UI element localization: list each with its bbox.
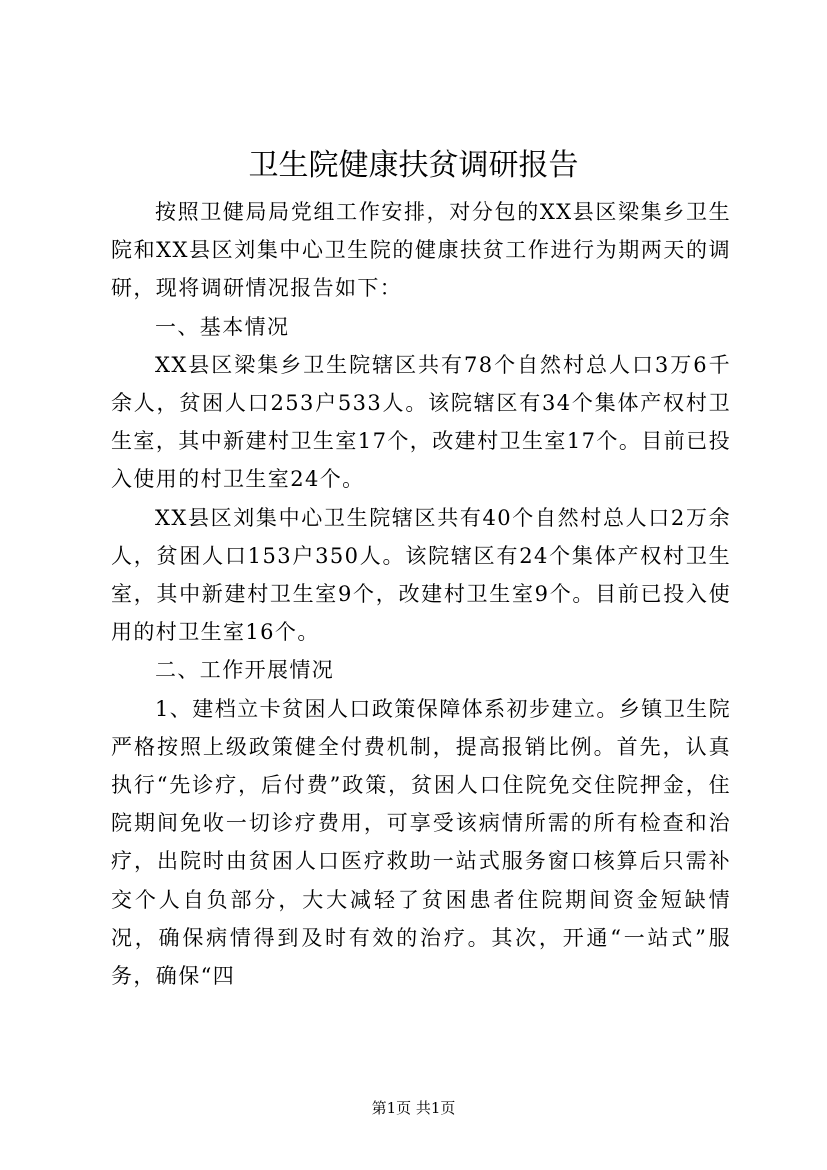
section-heading-work: 二、工作开展情况: [155, 658, 335, 683]
paragraph-liangji: XX县区梁集乡卫生院辖区共有78个自然村总人口3万6千余人，贫困人口253户533人。该院辖区有34个集体产权村卫生室，其中新建村卫生室17个，改建村卫生室17个。目前已投入使用的村卫生室24个。: [111, 352, 731, 492]
paragraph-liuji: XX县区刘集中心卫生院辖区共有40个自然村总人口2万余人，贫困人口153户350人。该院辖区有24个集体产权村卫生室，其中新建村卫生室9个，改建村卫生室9个。目前已投入使用的村卫生室16个。: [111, 505, 731, 645]
section-heading-basic: 一、基本情况: [155, 314, 290, 339]
paragraph-work-1: 1、建档立卡贫困人口政策保障体系初步建立。乡镇卫生院严格按照上级政策健全付费机制，提高报销比例。首先，认真执行“先诊疗，后付费”政策，贫困人口住院免交住院押金，住院期间免收一切诊疗费用，可享受该病情所需的所有检查和治疗，出院时由贫困人口医疗救助一站式服务窗口核算后只需补交个人自负部分，大大减轻了贫困患者住院期间资金短缺情况，确保病情得到及时有效的治疗。其次，开通“一站式”服务，确保“四: [111, 696, 731, 989]
document-body: [111, 193, 731, 995]
paragraph-intro: 按照卫健局局党组工作安排，对分包的XX县区梁集乡卫生院和XX县区刘集中心卫生院的健康扶贫工作进行为期两天的调研，现将调研情况报告如下：: [111, 200, 731, 301]
page-footer: 第1页 共1页: [371, 1099, 456, 1117]
document-title: 卫生院健康扶贫调研报告: [248, 148, 579, 183]
